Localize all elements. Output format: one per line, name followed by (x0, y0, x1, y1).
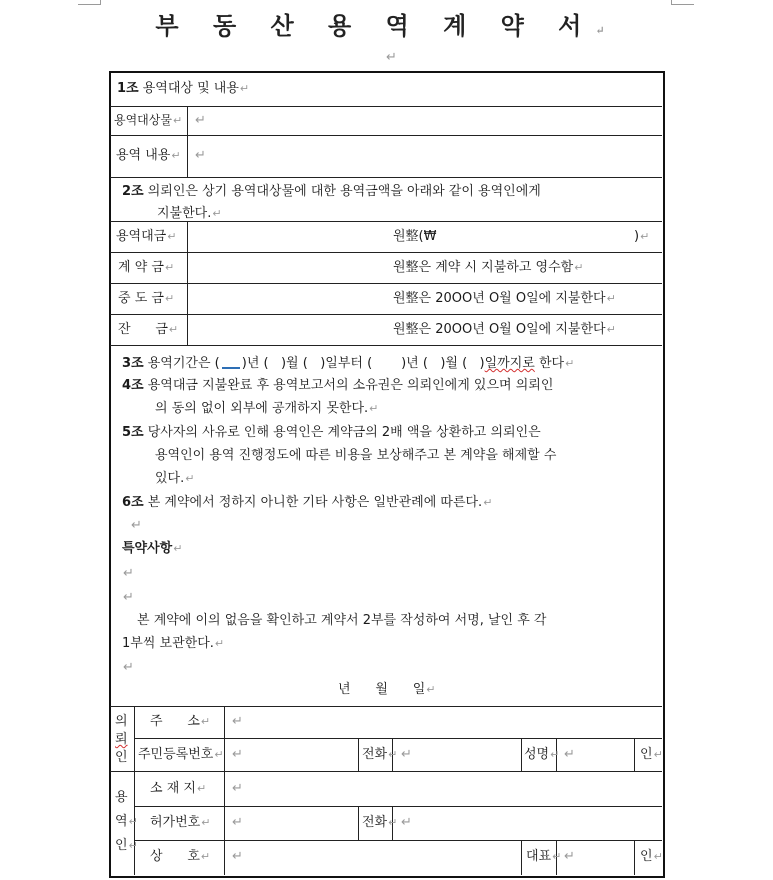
provider-side-label-3: 인↵ (115, 838, 138, 853)
provider-side-label-1: 용 (115, 790, 128, 805)
article-3: 3조 용역기간은 ( )년 ( )월 ( )일부터 ( )년 ( )월 ( )일까지로 한다↵ (122, 356, 575, 371)
column-divider (634, 739, 635, 771)
paragraph-mark: ↵ (386, 50, 397, 65)
client-phone-field[interactable]: ↵ (401, 747, 412, 762)
provider-rep-field[interactable]: ↵ (564, 849, 575, 864)
client-address-label: 주 소↵ (150, 714, 211, 729)
payment-label-interim: 중 도 금↵ (118, 291, 175, 306)
provider-location-label: 소 재 지↵ (150, 781, 207, 796)
provider-seal-label: 인↵ (640, 849, 663, 864)
article-5-line-2: 용역인이 용역 진행정도에 따른 비용을 보상해주고 본 계약을 해제할 수 (155, 448, 557, 463)
provider-phone-field[interactable]: ↵ (401, 815, 412, 830)
article-2-line-1: 2조 의뢰인은 상기 용역대상물에 대한 용역금액을 아래와 같이 용역인에게 (122, 184, 541, 199)
client-address-field[interactable]: ↵ (232, 714, 243, 729)
confirmation-line-1: 본 계약에 이의 없음을 확인하고 계약서 2부를 작성하여 서명, 날인 후 각 (137, 613, 547, 628)
column-divider (521, 841, 522, 875)
column-divider (187, 107, 188, 177)
provider-phone-label: 전화↵ (362, 815, 398, 830)
client-side-label-3: 인 (115, 750, 128, 765)
client-phone-label: 전화↵ (362, 747, 398, 762)
paragraph-mark: ↵ (131, 518, 142, 533)
special-terms-heading: 특약사항↵ (122, 541, 183, 556)
client-id-field[interactable]: ↵ (232, 747, 243, 762)
payment-label-total: 용역대금↵ (116, 229, 177, 244)
target-value-field[interactable]: ↵ (195, 113, 206, 128)
client-name-field[interactable]: ↵ (564, 747, 575, 762)
article-5-line-3: 있다.↵ (155, 471, 195, 486)
article-5-line-1: 5조 당사자의 사유로 인해 용역인은 계약금의 2배 액을 상환하고 의뢰인은 (122, 425, 541, 440)
provider-side-label-2: 역↵ (115, 814, 138, 829)
row-divider (134, 738, 662, 739)
row-divider (110, 706, 662, 707)
row-divider (134, 840, 662, 841)
paragraph-mark: ↵ (123, 660, 134, 675)
provider-rep-label: 대표↵ (526, 849, 562, 864)
row-divider (110, 771, 662, 772)
column-divider (358, 807, 359, 840)
paragraph-mark: ↵ (123, 590, 134, 605)
page-corner-mark-right (671, 0, 694, 5)
payment-text-interim[interactable]: 원整은 20OO년 O월 O일에 지불한다↵ (393, 291, 616, 306)
payment-text-balance[interactable]: 원整은 20OO년 O월 O일에 지불한다↵ (393, 322, 616, 337)
provider-firm-field[interactable]: ↵ (232, 849, 243, 864)
article-2-line-2: 지불한다.↵ (157, 206, 222, 221)
provider-location-field[interactable]: ↵ (232, 781, 243, 796)
column-divider (224, 707, 225, 875)
client-name-label: 성명↵ (524, 747, 560, 762)
row-divider (110, 221, 662, 222)
column-divider (521, 739, 522, 771)
row-divider (110, 345, 662, 346)
row-divider (110, 135, 662, 136)
payment-label-balance: 잔 금↵ (118, 322, 179, 337)
provider-license-field[interactable]: ↵ (232, 815, 243, 830)
client-id-label: 주민등록번호↵ (138, 747, 224, 762)
provider-license-label: 허가번호↵ (150, 815, 211, 830)
special-terms-field[interactable]: ↵ (123, 566, 134, 581)
row-divider (110, 283, 662, 284)
payment-text-deposit[interactable]: 원整은 계약 시 지불하고 영수함↵ (393, 260, 584, 275)
column-divider (358, 739, 359, 771)
spellcheck-underline: 일까지로 (484, 356, 535, 371)
content-label: 용역 내용↵ (116, 148, 181, 163)
text-cursor-underline (222, 355, 240, 369)
client-side-label-1: 의 (115, 714, 128, 729)
confirmation-line-2: 1부씩 보관한다.↵ (122, 636, 225, 651)
contract-date-line[interactable]: 년 월 일↵ (338, 682, 436, 697)
row-divider (110, 252, 662, 253)
content-value-field[interactable]: ↵ (195, 148, 206, 163)
article-6: 6조 본 계약에서 정하지 아니한 기타 사항은 일반관례에 따른다.↵ (122, 495, 493, 510)
target-label: 용역대상물↵ (114, 113, 183, 127)
page-corner-mark-left (78, 0, 101, 5)
row-divider (110, 314, 662, 315)
document-title: 부 동 산 용 역 계 약 서↵ (155, 11, 618, 40)
column-divider (187, 222, 188, 345)
provider-firm-label: 상 호↵ (150, 849, 211, 864)
row-divider (110, 106, 662, 107)
payment-text-total[interactable]: 원整(₩ (393, 229, 437, 244)
payment-label-deposit: 계 약 금↵ (118, 260, 175, 275)
paragraph-mark: ↵ (595, 24, 618, 37)
payment-close-paren: )↵ (634, 229, 650, 244)
row-divider (134, 806, 662, 807)
column-divider (634, 841, 635, 875)
article-4-line-1: 4조 용역대금 지불완료 후 용역보고서의 소유권은 의뢰인에게 있으며 의뢰인 (122, 378, 554, 393)
client-seal-label: 인↵ (640, 747, 663, 762)
client-side-label-2: 뢰 (115, 732, 128, 747)
article-1-heading: 1조 용역대상 및 내용↵ (117, 81, 250, 96)
article-4-line-2: 의 동의 없이 외부에 공개하지 못한다.↵ (155, 401, 379, 416)
row-divider (110, 177, 662, 178)
